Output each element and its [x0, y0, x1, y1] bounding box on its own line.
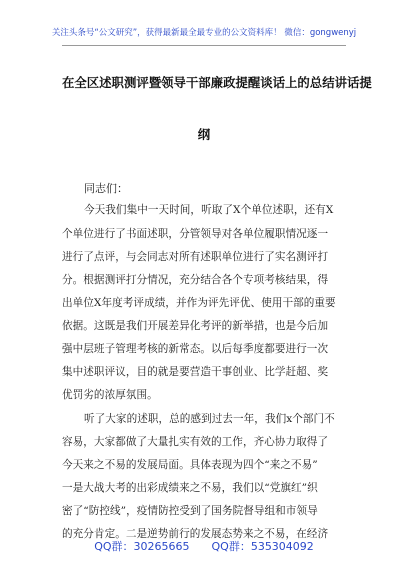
paragraph-line: 依据。这既是我们开展差异化考评的新举措，也是今后加: [62, 320, 329, 332]
document-title-line-2: 纲: [197, 127, 211, 142]
footer-qq-group-1: QQ群：30265665: [94, 540, 190, 553]
paragraph-line: 今天我们集中一天时间，听取了X个单位述职，还有X: [84, 204, 334, 216]
paragraph-line: 进行了点评，与会同志对所有述职单位进行了实名测评打: [62, 251, 329, 263]
footer-contact: [0, 538, 408, 554]
paragraph-line: 强中层班子管理考核的新常态。以后每季度都要进行一次: [62, 343, 329, 355]
paragraph-line: 个单位进行了书面述职，分管领导对各单位履职情况逐一: [62, 228, 329, 240]
paragraph-line: 一是大战大考的出彩成绩来之不易，我们以“党旗红”织: [62, 482, 318, 494]
header-note: 关注头条号“公文研究”，获得最新最全最专业的公文资料库！ 微信：gongwenyj: [51, 28, 357, 38]
header-divider: [62, 45, 346, 46]
paragraph-line: 密了“防控线”，疫情防控受到了国务院督导组和市领导: [62, 505, 318, 517]
paragraph-line: 集中述职评议，目的就是要营造干事创业、比学赶超、奖: [62, 366, 329, 378]
salutation: 同志们：: [84, 182, 128, 195]
paragraph-line: 的充分肯定。二是逆势前行的发展态势来之不易，在经济: [62, 528, 329, 540]
footer-qq-group-2: QQ群：535304092: [211, 540, 314, 553]
paragraph-line: 分。根据测评打分情况，充分结合各个专项考核结果，得: [62, 274, 329, 286]
paragraph-line: 容易，大家都做了大量扎实有效的工作，齐心协力取得了: [62, 436, 329, 448]
paragraph-line: 出单位X年度考评成绩，并作为评先评优、使用干部的重要: [62, 297, 336, 309]
paragraph-line: 听了大家的述职，总的感到过去一年，我们x个部门不: [84, 413, 335, 425]
document-title-line-1: 在全区述职测评暨领导干部廉政提醒谈话上的总结讲话提: [62, 75, 372, 90]
paragraph-line: 优罚劣的浓厚氛围。: [62, 389, 158, 401]
paragraph-line: 今天来之不易的发展局面。具体表现为四个“来之不易”: [62, 459, 318, 471]
